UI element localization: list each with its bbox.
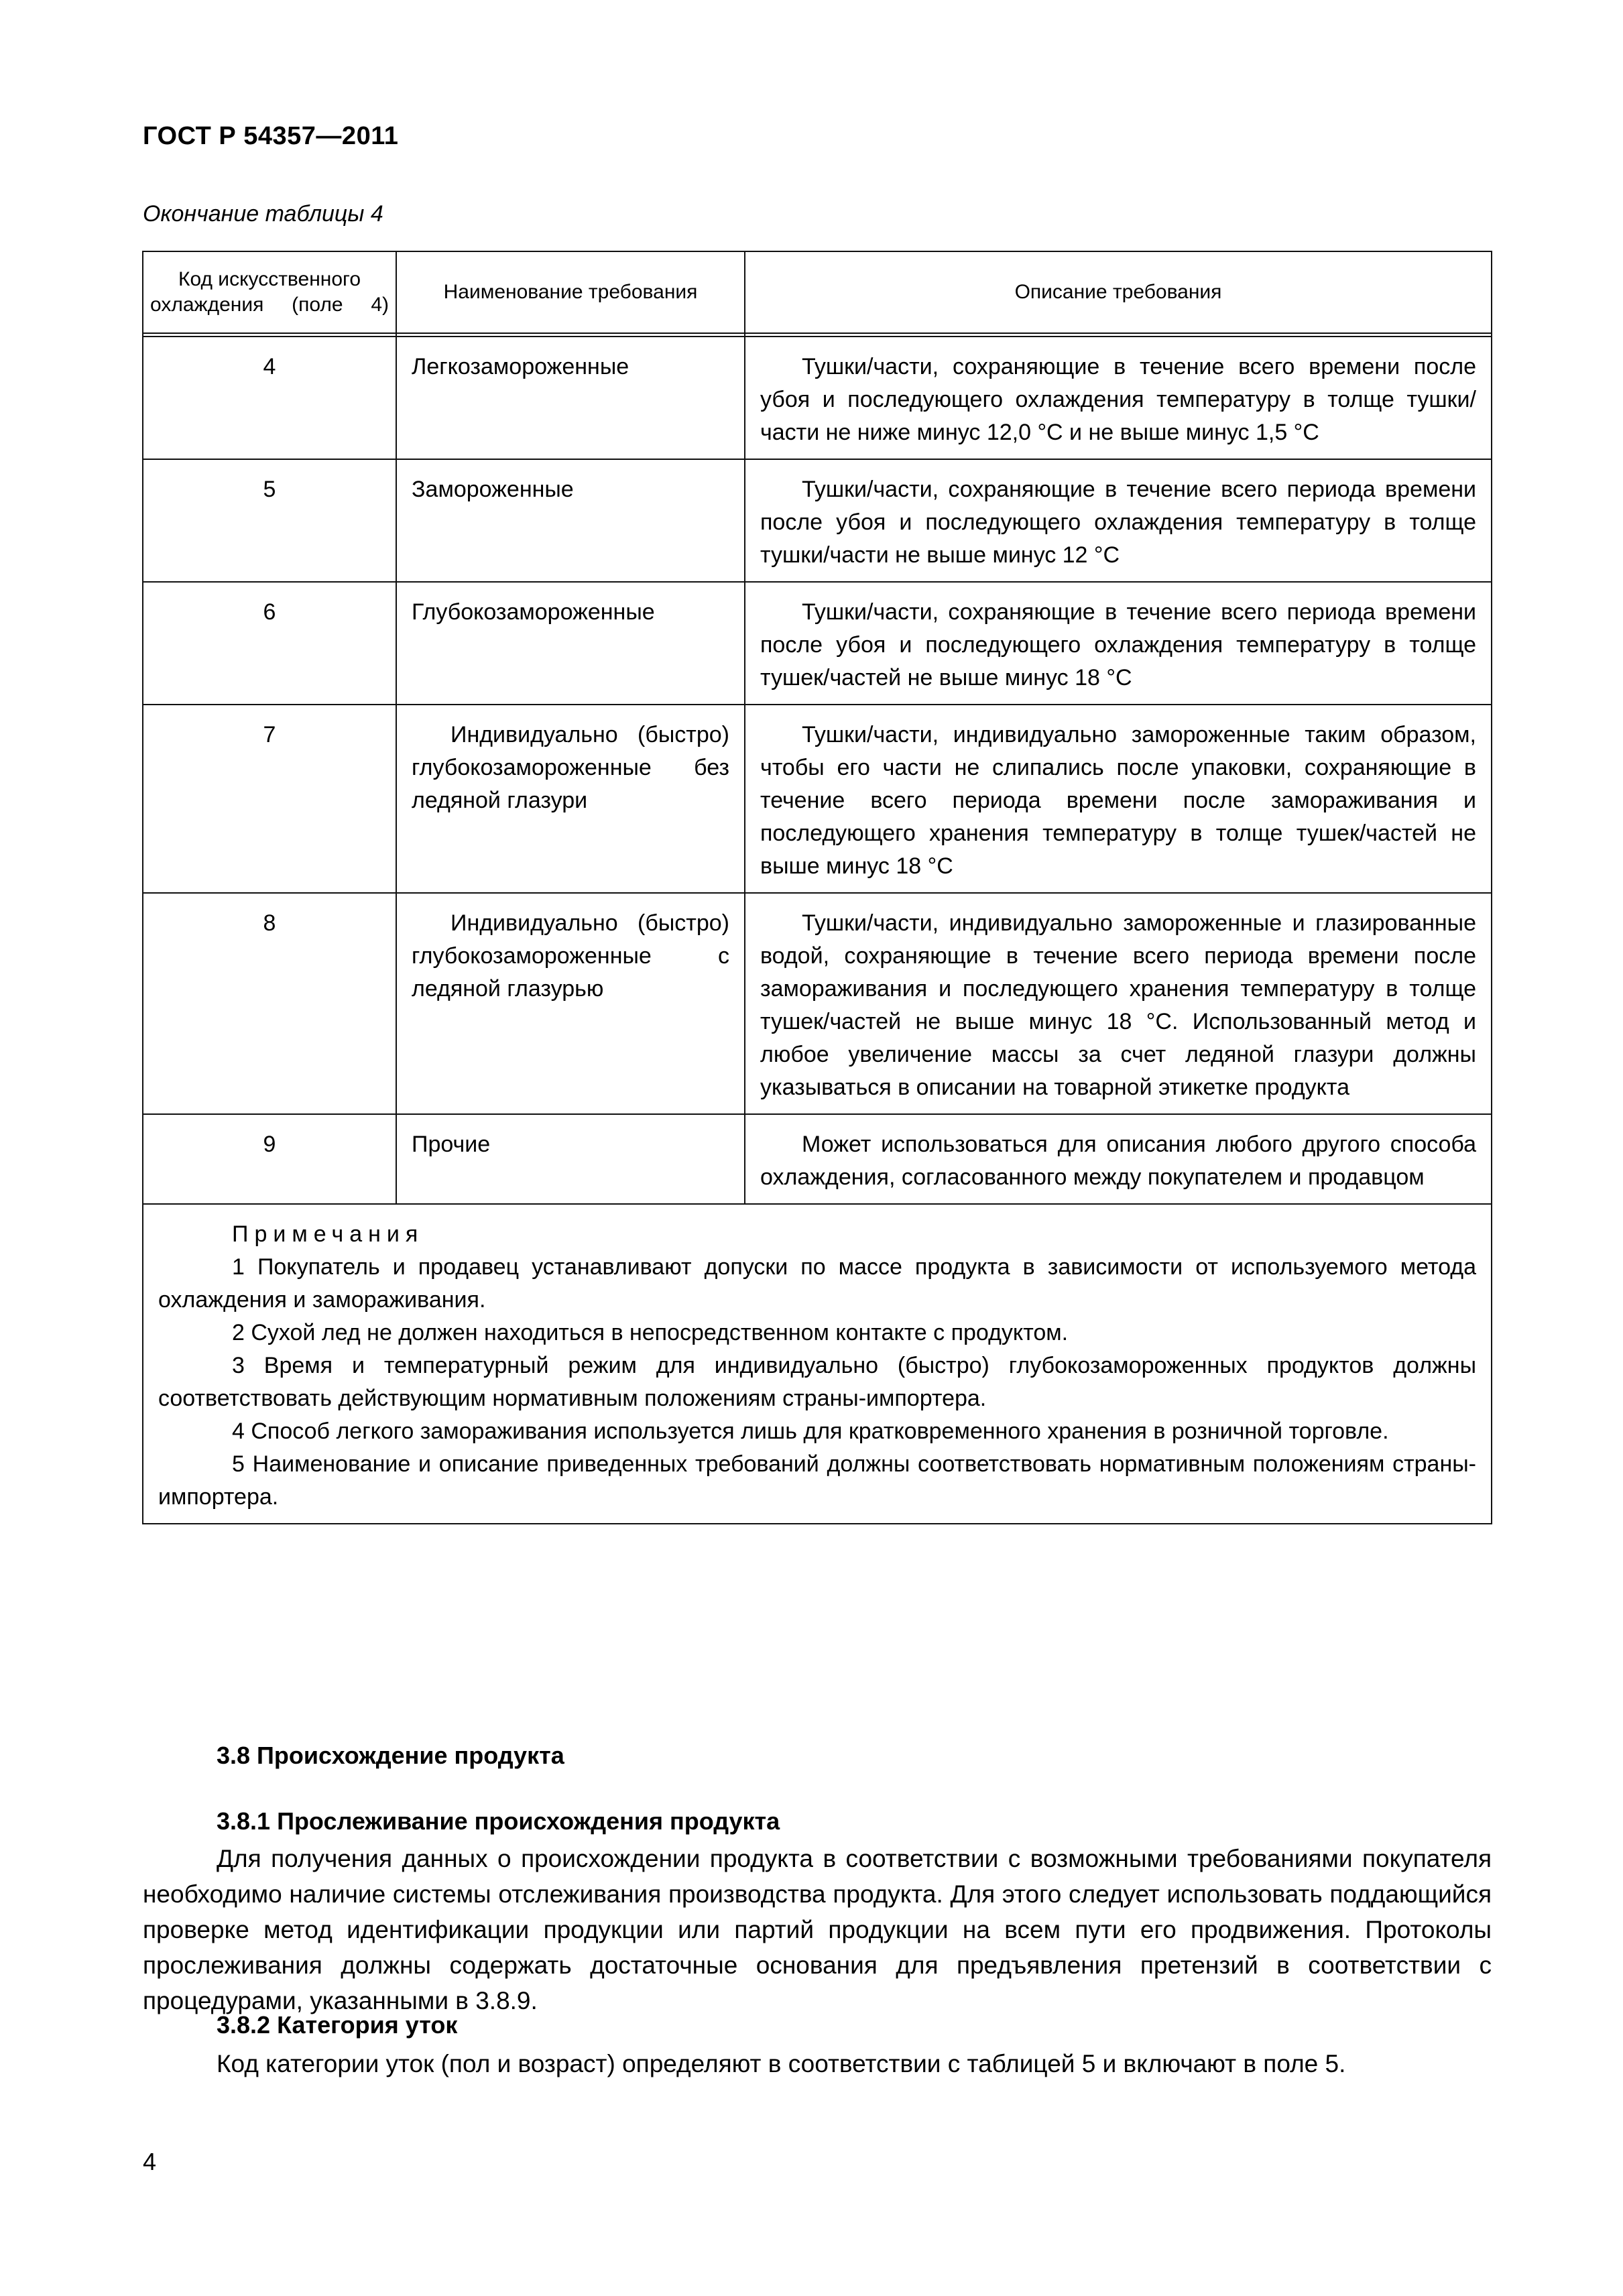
- note-item: 3 Время и температурный режим для индивидуально (быстро) глубокозамороженных продуктов должны соответствовать действующим нормативным положениям страны-импортера.: [158, 1353, 1476, 1411]
- row-code: 7: [143, 705, 396, 893]
- row-description: [745, 337, 1492, 459]
- note-item: 5 Наименование и описание приведенных требований должны соответствовать нормативным положениям страны-импортера.: [158, 1451, 1476, 1510]
- row-name: Замороженные: [396, 459, 745, 582]
- row-name-text: Индивидуально (быстро) глубокозамороженные без ледяной глазури: [412, 722, 729, 813]
- paragraph-text: Код категории уток (пол и возраст) определяют в соответствии с таблицей 5 и включают в поле 5.: [217, 2050, 1346, 2077]
- row-description: [745, 1114, 1492, 1204]
- section-paragraph-3-8-2: [143, 2046, 1492, 2081]
- table-row: [143, 705, 1492, 893]
- row-name-text: Индивидуально (быстро) глубокозамороженные с ледяной глазурью: [412, 910, 729, 1002]
- column-header-description: Описание требования: [745, 251, 1492, 333]
- table-row: [143, 582, 1492, 705]
- row-description-text: Может использоваться для описания любого другого способа охлаждения, согласованного между покупателем и продавцом: [760, 1132, 1476, 1190]
- row-code: 4: [143, 337, 396, 459]
- note-item: 4 Способ легкого замораживания используется лишь для кратковременного хранения в розничной торговле.: [232, 1418, 1389, 1444]
- row-code: 5: [143, 459, 396, 582]
- row-code: 8: [143, 893, 396, 1114]
- notes-title: Примечания: [232, 1221, 424, 1247]
- paragraph-text: Для получения данных о происхождении продукта в соответствии с возможными требованиями покупателя необходимо наличие системы отслеживания производства продукта. Для этого следует использовать поддающийся проверке метод идентификации продукции или партий продукции на всем пути его продвижения. Протоколы прослеживания должны содержать достаточные основания для предъявления претензий в соответствии с процедурами, указанными в 3.8.9.: [143, 1845, 1492, 2014]
- row-name: Легкозамороженные: [396, 337, 745, 459]
- row-name: [396, 893, 745, 1114]
- table-row: [143, 893, 1492, 1114]
- row-description: [745, 705, 1492, 893]
- row-description-text: Тушки/части, сохраняющие в течение всего периода времени после убоя и последующего охлаждения температуру в толще тушек/частей не выше минус 18 °С: [760, 599, 1476, 690]
- row-name: [396, 705, 745, 893]
- table-row: [143, 337, 1492, 459]
- note-item: 1 Покупатель и продавец устанавливают допуски по массе продукта в зависимости от используемого метода охлаждения и замораживания.: [158, 1254, 1476, 1313]
- page-number: 4: [143, 2148, 157, 2175]
- section-paragraph-3-8-1: [143, 1841, 1492, 2018]
- row-description-text: Тушки/части, индивидуально замороженные и глазированные водой, сохраняющие в течение всего периода времени после замораживания и последующего хранения температуру в толще тушек/частей не выше минус 18 °С. Использованный метод и любое увеличение массы за счет ледяной глазури должны указываться в описании на товарной этикетке продукта: [760, 910, 1476, 1100]
- table-caption: Окончание таблицы 4: [143, 201, 383, 227]
- table-row: [143, 1114, 1492, 1204]
- cooling-requirements-table: [142, 251, 1492, 1524]
- row-description-text: Тушки/части, сохраняющие в течение всего периода времени после убоя и последующего охлаждения температуру в толще тушки/части не выше минус 12 °С: [760, 477, 1476, 568]
- row-name: Прочие: [396, 1114, 745, 1204]
- section-heading-3-8: 3.8 Происхождение продукта: [217, 1742, 564, 1769]
- table-notes: [143, 1204, 1492, 1524]
- row-description-text: Тушки/части, сохраняющие в течение всего времени после убоя и последующего охлаждения температуру в толще тушки/части не ниже минус 12,0 °С и не выше минус 1,5 °С: [760, 354, 1476, 445]
- row-code: 9: [143, 1114, 396, 1204]
- section-heading-3-8-2: 3.8.2 Категория уток: [217, 2011, 458, 2039]
- row-description: [745, 582, 1492, 705]
- document-code: ГОСТ Р 54357—2011: [143, 122, 399, 150]
- row-code: 6: [143, 582, 396, 705]
- row-description-text: Тушки/части, индивидуально замороженные таким образом, чтобы его части не слипались после упаковки, сохраняющие в течение всего периода времени после замораживания и последующего хранения температуру в толще тушек/частей не выше минус 18 °С: [760, 722, 1476, 879]
- row-description: [745, 893, 1492, 1114]
- column-header-name: Наименование требования: [396, 251, 745, 333]
- row-description: [745, 459, 1492, 582]
- section-heading-3-8-1: 3.8.1 Прослеживание происхождения продукта: [217, 1807, 780, 1835]
- table-header-row: [143, 251, 1492, 333]
- table-row: [143, 459, 1492, 582]
- column-header-code: Код искусственного охлаждения (поле 4): [143, 251, 396, 333]
- row-name: Глубокозамороженные: [396, 582, 745, 705]
- table-notes-row: [143, 1204, 1492, 1524]
- note-item: 2 Сухой лед не должен находиться в непосредственном контакте с продуктом.: [232, 1320, 1069, 1345]
